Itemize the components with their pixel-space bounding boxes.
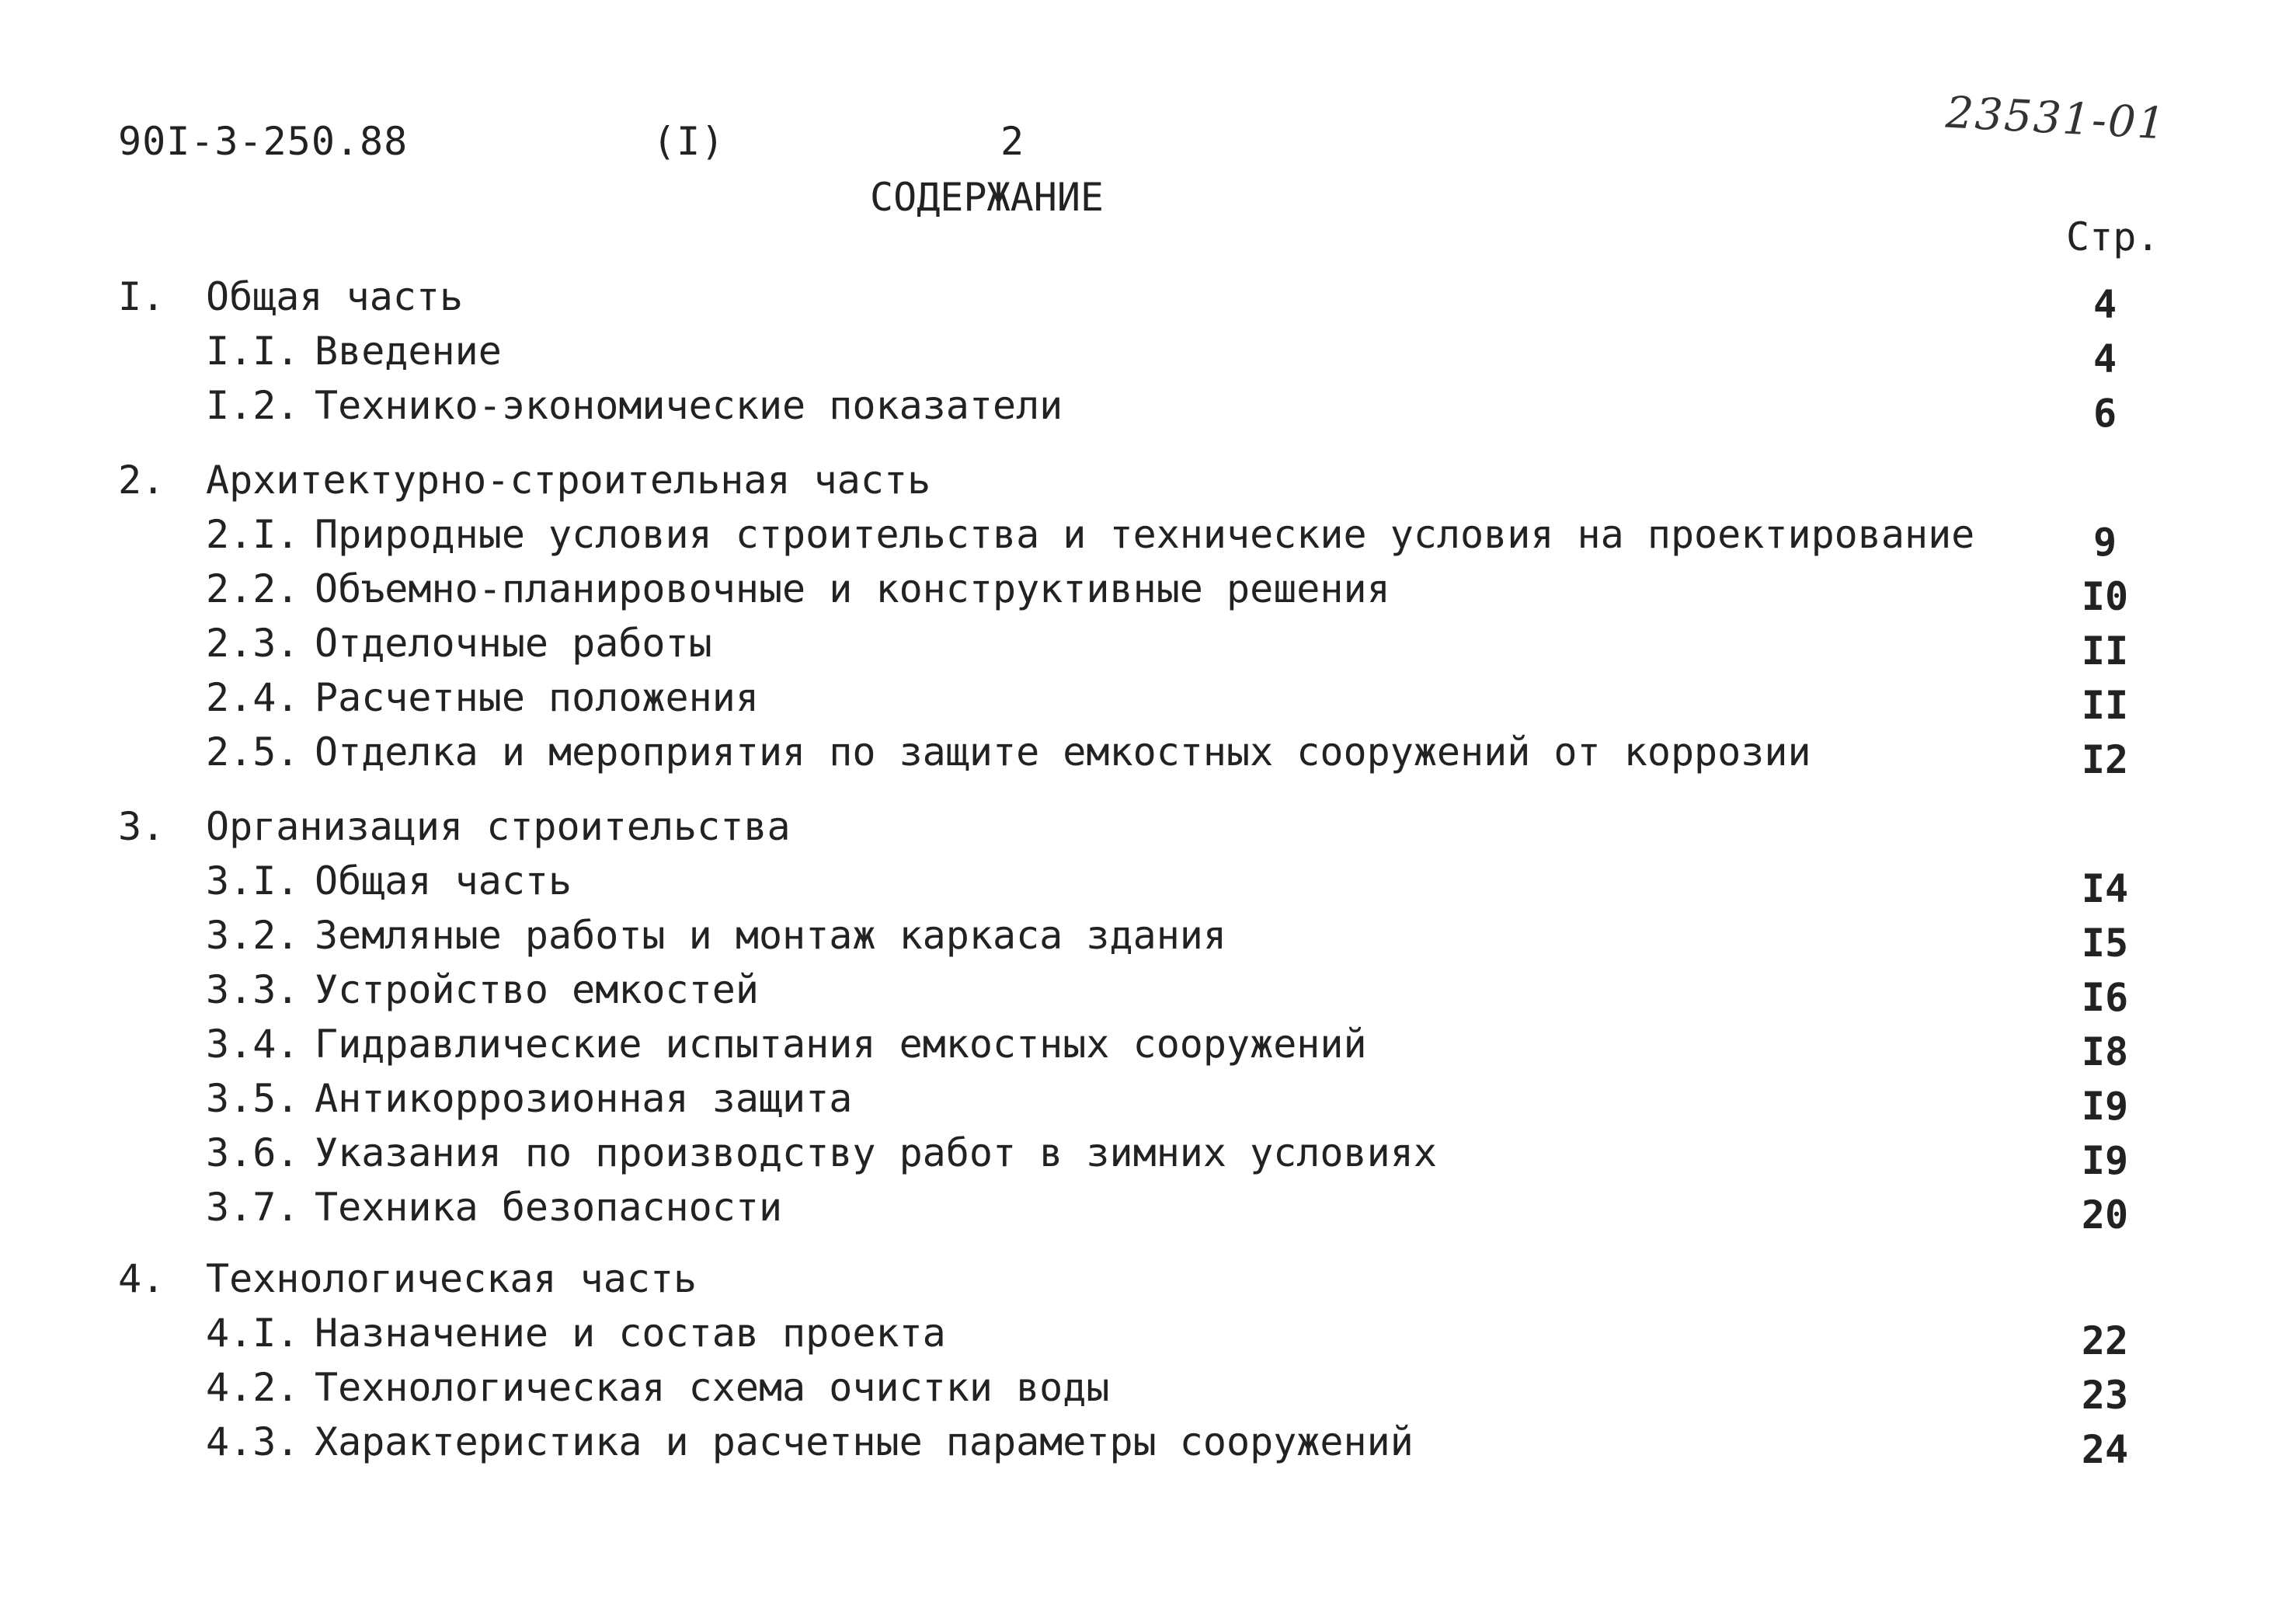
toc-number: 3.2. <box>206 913 300 958</box>
toc-title: Организация строительства <box>206 804 791 849</box>
page-title: СОДЕРЖАНИЕ <box>870 175 1105 220</box>
toc-section <box>0 1255 2296 1310</box>
toc-title: Устройство емкостей <box>315 967 759 1012</box>
toc-number: I. <box>118 274 165 319</box>
toc-number: 3. <box>118 804 165 849</box>
toc-page: I0 <box>2081 574 2129 619</box>
toc-subsection <box>0 620 2296 674</box>
toc-subsection <box>0 674 2296 729</box>
toc-page: 4 <box>2092 336 2117 381</box>
toc-number: I.I. <box>206 329 300 374</box>
toc-number: 2.2. <box>206 566 300 611</box>
toc-page: 24 <box>2081 1427 2129 1472</box>
page-column-label: Стр. <box>2066 214 2160 259</box>
toc-page: 6 <box>2092 391 2117 436</box>
toc-page: I9 <box>2081 1084 2129 1129</box>
toc-title: Характеристика и расчетные параметры сооружений <box>315 1419 1414 1464</box>
toc-page: 4 <box>2092 282 2117 327</box>
toc-title: Указания по производству работ в зимних условиях <box>315 1130 1437 1175</box>
toc-number: 3.3. <box>206 967 300 1012</box>
toc-page: II <box>2081 683 2129 728</box>
toc-title: Отделочные работы <box>315 621 712 666</box>
toc-number: 4.I. <box>206 1311 300 1356</box>
toc-title: Антикоррозионная защита <box>315 1076 853 1121</box>
handwritten-number: 23531-01 <box>1944 87 2168 150</box>
toc-number: 2.5. <box>206 729 300 775</box>
toc-title: Технологическая схема очистки воды <box>315 1365 1110 1410</box>
toc-section <box>0 803 2296 858</box>
toc-subsection <box>0 912 2296 966</box>
toc-subsection <box>0 511 2296 566</box>
volume-number: (I) <box>652 119 725 164</box>
toc-title: Архитектурно-строительная часть <box>206 458 931 503</box>
toc-number: 3.5. <box>206 1076 300 1121</box>
toc-page: I4 <box>2081 866 2129 911</box>
toc-title: Технико-экономические показатели <box>315 383 1063 428</box>
toc-page: 22 <box>2081 1318 2129 1363</box>
toc-number: 3.7. <box>206 1185 300 1230</box>
toc-title: Природные условия строительства и технические условия на проектирование <box>315 512 1975 557</box>
toc-title: Расчетные положения <box>315 675 759 720</box>
toc-page: I9 <box>2081 1138 2129 1183</box>
toc-section <box>0 273 2296 328</box>
toc-title: Технологическая часть <box>206 1256 697 1301</box>
toc-number: I.2. <box>206 383 300 428</box>
toc-page: I2 <box>2081 737 2129 782</box>
toc-title: Назначение и состав проекта <box>315 1311 946 1356</box>
toc-number: 3.6. <box>206 1130 300 1175</box>
document-code: 90I-3-250.88 <box>118 119 409 164</box>
toc-title: Введение <box>315 329 502 374</box>
toc-number: 4.3. <box>206 1419 300 1464</box>
toc-number: 2. <box>118 458 165 503</box>
toc-title: Отделка и мероприятия по защите емкостных сооружений от коррозии <box>315 729 1811 775</box>
toc-number: 2.I. <box>206 512 300 557</box>
toc-subsection <box>0 966 2296 1021</box>
toc-page: II <box>2081 628 2129 674</box>
toc-title: Общая часть <box>315 858 572 904</box>
toc-page: I5 <box>2081 921 2129 966</box>
toc-number: 4. <box>118 1256 165 1301</box>
toc-title: Гидравлические испытания емкостных сооружений <box>315 1022 1367 1067</box>
toc-number: 2.4. <box>206 675 300 720</box>
toc-number: 4.2. <box>206 1365 300 1410</box>
page-number: 2 <box>1000 119 1025 164</box>
toc-page: 20 <box>2081 1192 2129 1238</box>
toc-title: Техника безопасности <box>315 1185 783 1230</box>
toc-subsection <box>0 858 2296 912</box>
toc-subsection <box>0 566 2296 620</box>
toc-subsection <box>0 729 2296 783</box>
toc-number: 3.I. <box>206 858 300 904</box>
toc-page: I6 <box>2081 975 2129 1020</box>
toc-title: Объемно-планировочные и конструктивные решения <box>315 566 1390 611</box>
toc-number: 3.4. <box>206 1022 300 1067</box>
toc-subsection <box>0 1310 2296 1364</box>
toc-subsection <box>0 1184 2296 1238</box>
toc-subsection <box>0 1130 2296 1184</box>
toc-page: 9 <box>2092 520 2117 565</box>
toc-title: Общая часть <box>206 274 464 319</box>
toc-subsection <box>0 1021 2296 1075</box>
toc-page: 23 <box>2081 1373 2129 1418</box>
toc-subsection <box>0 1364 2296 1419</box>
toc-title: Земляные работы и монтаж каркаса здания <box>315 913 1226 958</box>
toc-subsection <box>0 1419 2296 1473</box>
toc-subsection <box>0 382 2296 437</box>
toc-number: 2.3. <box>206 621 300 666</box>
toc-subsection <box>0 328 2296 382</box>
toc-page: I8 <box>2081 1029 2129 1074</box>
toc-section <box>0 457 2296 511</box>
toc-subsection <box>0 1075 2296 1130</box>
